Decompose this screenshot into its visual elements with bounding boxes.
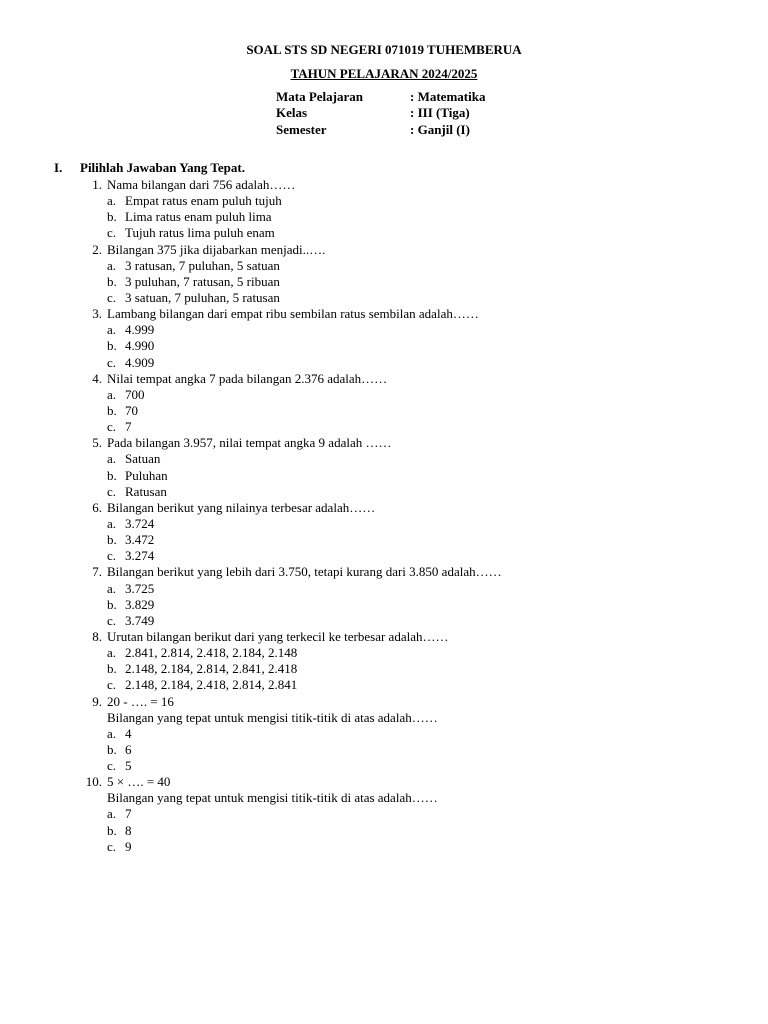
option-text: 9 [125, 838, 132, 854]
answer-option [80, 516, 740, 532]
section-title: Pilihlah Jawaban Yang Tepat. [80, 160, 245, 175]
option-letter: c. [107, 612, 117, 628]
answer-option [80, 806, 740, 822]
answer-option [80, 581, 740, 597]
option-text: 70 [125, 402, 138, 418]
option-letter: c. [107, 483, 117, 499]
question-item [80, 500, 740, 516]
option-letter: a. [107, 386, 117, 402]
answer-option [80, 258, 740, 274]
question-item [80, 694, 740, 710]
option-letter: c. [107, 419, 117, 435]
question-text: Nama bilangan dari 756 adalah…… [107, 177, 296, 192]
answer-option [80, 548, 740, 564]
answer-option [80, 742, 740, 758]
option-text: Satuan [125, 451, 161, 467]
question-text: Lambang bilangan dari empat ribu sembilan ratus sembilan adalah…… [107, 306, 479, 322]
option-text: 3.749 [125, 612, 155, 628]
option-letter: b. [107, 822, 117, 838]
answer-option [80, 322, 740, 338]
answer-option [80, 597, 740, 613]
meta-row-semester [276, 122, 485, 138]
option-text: 700 [125, 386, 145, 402]
answer-option [80, 613, 740, 629]
option-letter: c. [107, 354, 117, 370]
question-item [80, 435, 740, 451]
question-text: Bilangan yang tepat untuk mengisi titik-titik di atas adalah…… [107, 709, 438, 725]
option-text: 7 [125, 419, 132, 435]
option-letter: a. [107, 451, 117, 467]
option-letter: b. [107, 402, 117, 418]
meta-row-class [276, 105, 485, 121]
option-letter: a. [107, 580, 117, 596]
question-text: Urutan bilangan berikut dari yang terkecil ke terbesar adalah…… [107, 628, 449, 644]
meta-label: Kelas [276, 105, 308, 121]
answer-option [80, 661, 740, 677]
answer-option [80, 726, 740, 742]
question-item [80, 242, 740, 258]
question-number: 6. [92, 499, 102, 515]
answer-option [80, 403, 740, 419]
document-title: SOAL STS SD NEGERI 071019 TUHEMBERUA [246, 42, 522, 57]
meta-label: Semester [276, 121, 327, 137]
answer-option [80, 532, 740, 548]
answer-option [80, 823, 740, 839]
option-text: 3.829 [125, 596, 155, 612]
answer-option [80, 225, 740, 241]
question-item [80, 564, 740, 580]
answer-option [80, 677, 740, 693]
question-text-continuation [80, 710, 740, 726]
option-text: 3 ratusan, 7 puluhan, 5 satuan [125, 257, 280, 273]
meta-info [276, 89, 485, 138]
answer-option [80, 355, 740, 371]
question-number: 8. [92, 628, 102, 644]
question-item [80, 629, 740, 645]
meta-row-subject [276, 89, 485, 105]
question-item [80, 371, 740, 387]
section-number: I. [54, 160, 63, 175]
answer-option [80, 290, 740, 306]
option-letter: c. [107, 838, 117, 854]
option-letter: a. [107, 725, 117, 741]
option-text: 3 puluhan, 7 ratusan, 5 ribuan [125, 273, 280, 289]
option-letter: a. [107, 193, 117, 209]
option-letter: a. [107, 806, 117, 822]
option-text: Ratusan [125, 483, 167, 499]
academic-year: TAHUN PELAJARAN 2024/2025 [290, 66, 478, 81]
question-text: Bilangan berikut yang lebih dari 3.750, tetapi kurang dari 3.850 adalah…… [107, 564, 502, 580]
question-number: 4. [92, 370, 102, 386]
option-letter: a. [107, 322, 117, 338]
question-item [80, 774, 740, 790]
option-letter: b. [107, 661, 117, 677]
question-number: 9. [92, 693, 102, 709]
answer-option [80, 338, 740, 354]
answer-option [80, 387, 740, 403]
option-letter: b. [107, 596, 117, 612]
option-letter: b. [107, 741, 117, 757]
option-letter: a. [107, 257, 117, 273]
meta-value: : Ganjil (I) [410, 121, 470, 137]
meta-value: : Matematika [410, 89, 486, 104]
option-text: 3 satuan, 7 puluhan, 5 ratusan [125, 289, 280, 305]
section-heading [54, 160, 245, 176]
option-text: 2.841, 2.814, 2.418, 2.184, 2.148 [125, 645, 298, 661]
answer-option [80, 274, 740, 290]
answer-option [80, 645, 740, 661]
answer-option [80, 758, 740, 774]
meta-label: Mata Pelajaran [276, 89, 364, 104]
option-text: Lima ratus enam puluh lima [125, 209, 272, 225]
question-number: 10. [85, 774, 102, 790]
question-number: 1. [92, 177, 102, 192]
option-letter: c. [107, 548, 117, 564]
option-letter: c. [107, 677, 117, 693]
option-letter: a. [107, 645, 117, 661]
meta-value: : III (Tiga) [410, 105, 470, 121]
option-letter: b. [107, 273, 117, 289]
option-letter: b. [107, 209, 117, 225]
question-text: Bilangan 375 jika dijabarkan menjadi..…. [107, 241, 326, 257]
answer-option [80, 451, 740, 467]
question-text: Bilangan yang tepat untuk mengisi titik-titik di atas adalah…… [107, 790, 438, 806]
option-text: Tujuh ratus lima puluh enam [125, 225, 275, 241]
option-text: 4.999 [125, 322, 155, 338]
option-text: 4.990 [125, 338, 155, 354]
answer-option [80, 209, 740, 225]
question-text: Bilangan berikut yang nilainya terbesar adalah…… [107, 499, 376, 515]
question-text: Nilai tempat angka 7 pada bilangan 2.376 adalah…… [107, 370, 388, 386]
option-text: 2.148, 2.184, 2.814, 2.841, 2.418 [125, 661, 298, 677]
option-text: 6 [125, 741, 132, 757]
question-text: 20 - …. = 16 [107, 693, 174, 709]
option-text: 4.909 [125, 354, 155, 370]
option-text: 2.148, 2.184, 2.418, 2.814, 2.841 [125, 677, 298, 693]
question-number: 3. [92, 306, 102, 322]
answer-option [80, 193, 740, 209]
option-text: Puluhan [125, 467, 168, 483]
question-number: 7. [92, 564, 102, 580]
question-text-continuation [80, 790, 740, 806]
option-letter: c. [107, 758, 117, 774]
option-letter: c. [107, 289, 117, 305]
question-list [80, 177, 740, 855]
answer-option [80, 484, 740, 500]
option-text: 8 [125, 822, 132, 838]
option-letter: b. [107, 532, 117, 548]
answer-option [80, 468, 740, 484]
option-letter: b. [107, 338, 117, 354]
option-text: 3.472 [125, 532, 155, 548]
question-text: Pada bilangan 3.957, nilai tempat angka 9 adalah …… [107, 435, 392, 451]
answer-option [80, 839, 740, 855]
question-number: 2. [92, 241, 102, 257]
question-number: 5. [92, 435, 102, 451]
question-item [80, 177, 740, 193]
option-letter: b. [107, 467, 117, 483]
answer-option [80, 419, 740, 435]
question-text: 5 × …. = 40 [107, 774, 171, 790]
option-text: 3.725 [125, 580, 155, 596]
option-text: 5 [125, 758, 132, 774]
option-text: 3.724 [125, 515, 155, 531]
option-text: 7 [125, 806, 132, 822]
option-letter: a. [107, 515, 117, 531]
option-text: 3.274 [125, 548, 155, 564]
option-text: 4 [125, 725, 132, 741]
option-letter: c. [107, 225, 117, 241]
question-item [80, 306, 740, 322]
option-text: Empat ratus enam puluh tujuh [125, 193, 282, 209]
